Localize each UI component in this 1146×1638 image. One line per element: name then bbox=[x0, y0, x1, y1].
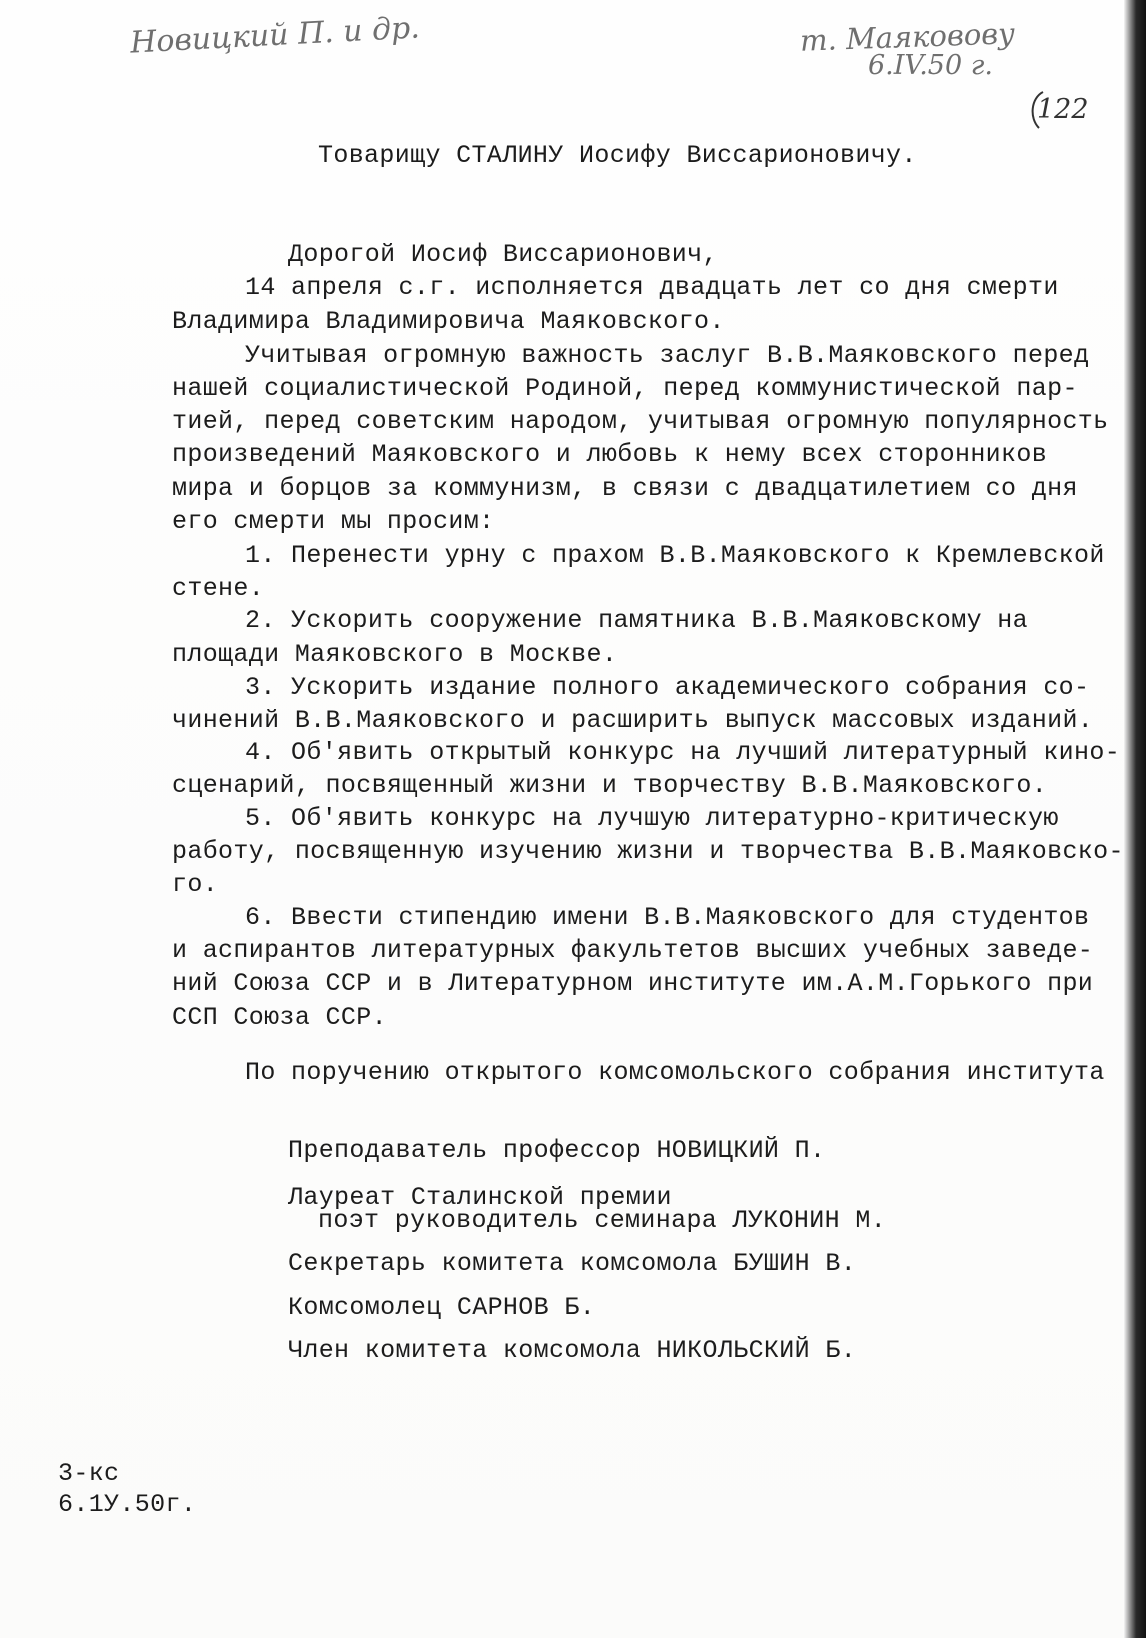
body-line: 2. Ускорить сооружение памятника В.В.Маяковскому на bbox=[245, 606, 1028, 635]
body-line: сценарий, посвященный жизни и творчеству В.В.Маяковского. bbox=[172, 771, 1048, 800]
body-line: 5. Об'явить конкурс на лучшую литературно-критическую bbox=[245, 804, 1059, 833]
footer-reference: 3-кс bbox=[58, 1459, 120, 1488]
body-line: стене. bbox=[172, 574, 265, 603]
addressee: Товарищу СТАЛИНУ Иосифу Виссарионовичу. bbox=[318, 141, 917, 170]
body-line: тией, перед советским народом, учитывая огромную популярность bbox=[172, 407, 1109, 436]
body-line: его смерти мы просим: bbox=[172, 507, 495, 536]
handwritten-note-left: Новицкий П. и др. bbox=[129, 10, 421, 61]
body-line: работу, посвященную изучению жизни и творчества В.В.Маяковско- bbox=[172, 837, 1124, 866]
signatory-line: Член комитета комсомола НИКОЛЬСКИЙ Б. bbox=[288, 1336, 857, 1365]
signatory-line: поэт руководитель семинара ЛУКОНИН М. bbox=[318, 1206, 887, 1235]
body-line: мира и борцов за коммунизм, в связи с двадцатилетием со дня bbox=[172, 474, 1078, 503]
footer-date: 6.1У.50г. bbox=[58, 1490, 197, 1519]
body-line: Учитывая огромную важность заслуг В.В.Маяковского перед bbox=[245, 341, 1090, 370]
body-line: Владимира Владимировича Маяковского. bbox=[172, 307, 725, 336]
folio-number bbox=[1029, 88, 1089, 134]
body-line: 6. Ввести стипендию имени В.В.Маяковского для студентов bbox=[245, 903, 1090, 932]
body-line: чинений В.В.Маяковского и расширить выпуск массовых изданий. bbox=[172, 706, 1094, 735]
signatory-line: Секретарь комитета комсомола БУШИН В. bbox=[288, 1249, 857, 1278]
folio-label: 122 bbox=[1037, 94, 1089, 125]
body-line: го. bbox=[172, 870, 219, 899]
closing-line: По поручению открытого комсомольского собрания института bbox=[245, 1058, 1105, 1087]
handwritten-note-right-1: т. Маяковову bbox=[799, 16, 1016, 58]
salutation: Дорогой Иосиф Виссарионович, bbox=[288, 240, 718, 269]
body-line: 1. Перенести урну с прахом В.В.Маяковского к Кремлевской bbox=[245, 541, 1105, 570]
handwritten-note-right-2: 6.IV.50 г. bbox=[868, 50, 993, 81]
signatory-line: Преподаватель профессор НОВИЦКИЙ П. bbox=[288, 1136, 826, 1165]
body-line: 3. Ускорить издание полного академического собрания со- bbox=[245, 673, 1090, 702]
body-line: 4. Об'явить открытый конкурс на лучший литературный кино- bbox=[245, 738, 1121, 767]
body-line: ний Союза ССР и в Литературном институте им.А.М.Горького при bbox=[172, 969, 1094, 998]
body-line: площади Маяковского в Москве. bbox=[172, 640, 618, 669]
body-line: нашей социалистической Родиной, перед коммунистической пар- bbox=[172, 374, 1078, 403]
signatory-line: Лауреат Сталинской премии bbox=[288, 1183, 672, 1212]
body-line: и аспирантов литературных факультетов высших учебных заведе- bbox=[172, 936, 1094, 965]
signatory-line: Комсомолец САРНОВ Б. bbox=[288, 1293, 596, 1322]
body-line: ССП Союза ССР. bbox=[172, 1003, 387, 1032]
body-line: произведений Маяковского и любовь к нему всех сторонников bbox=[172, 440, 1048, 469]
scan-edge-shadow bbox=[1124, 0, 1146, 1638]
body-line: 14 апреля с.г. исполняется двадцать лет со дня смерти bbox=[245, 273, 1059, 302]
